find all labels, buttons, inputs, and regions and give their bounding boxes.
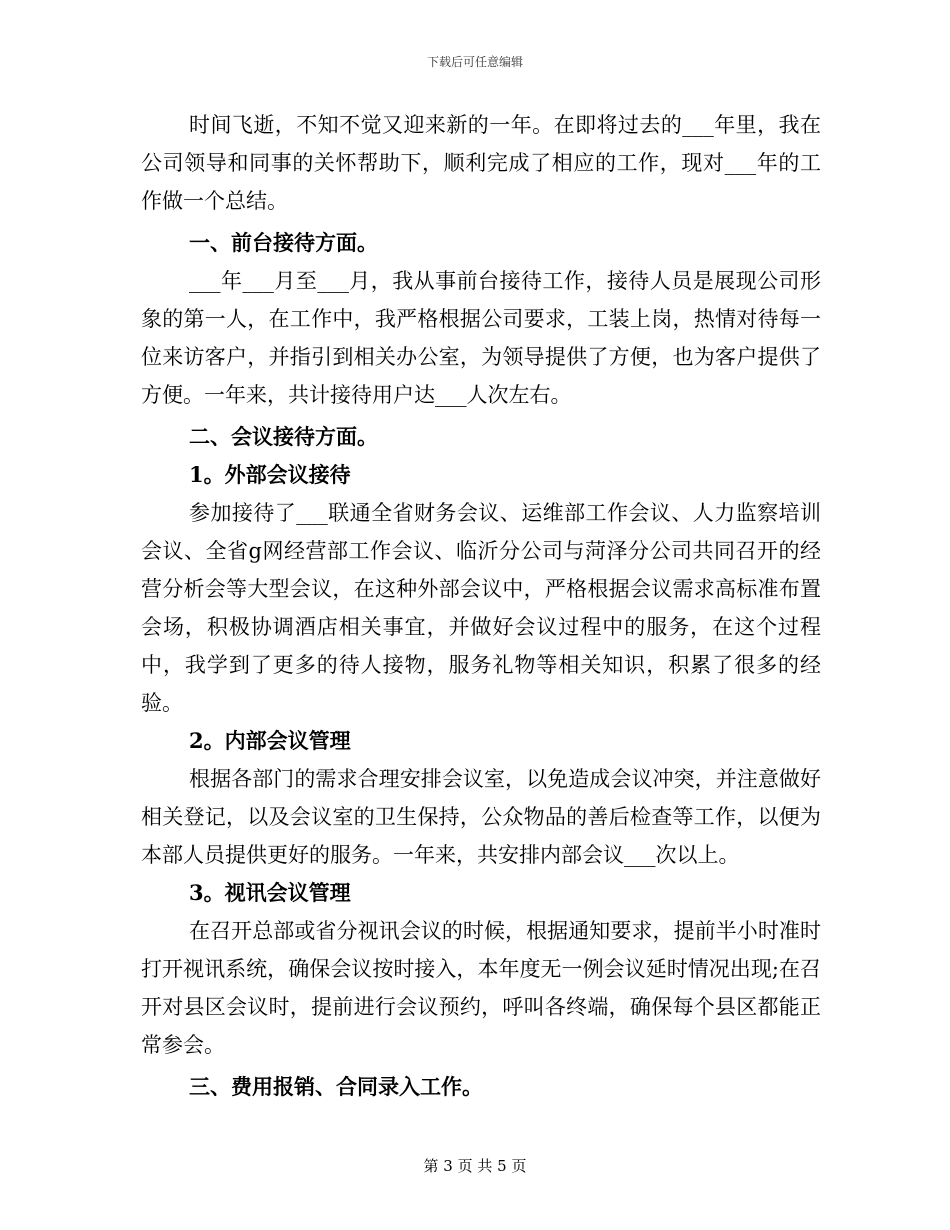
page-number: 第 3 页 共 5 页	[423, 1157, 527, 1175]
subheading-video-meetings: 3。视讯会议管理	[189, 880, 351, 905]
page-header: 下载后可任意编辑	[426, 55, 523, 69]
external-meetings-paragraph: 参加接待了___联通全省财务会议、运维部工作会议、人力监察培训会议、全省g网经营部工作会议、临沂分公司与菏泽分公司共同召开的经营分析会等大型会议，在这种外部会议中，严格根据会议需求高标准布置会场，积极协调酒店相关事宜，并做好会议过程中的服务，在这个过程中，我学到了更多的待人接物，服务礼物等相关知识，积累了很多的经验。	[141, 501, 821, 715]
internal-meetings-paragraph: 根据各部门的需求合理安排会议室，以免造成会议冲突，并注意做好相关登记，以及会议室的卫生保持，公众物品的善后检查等工作，以便为本部人员提供更好的服务。一年来，共安排内部会议___次以上。	[141, 767, 821, 867]
video-meetings-paragraph: 在召开总部或省分视讯会议的时候，根据通知要求，提前半小时准时打开视讯系统，确保会议按时接入，本年度无一例会议延时情况出现;在召开对县区会议时，提前进行会议预约，呼叫各终端，确保每个县区都能正常参会。	[141, 919, 821, 1057]
subheading-internal-meetings: 2。内部会议管理	[189, 728, 351, 753]
section-heading-expenses: 三、费用报销、合同录入工作。	[189, 1074, 483, 1099]
subheading-external-meetings: 1。外部会议接待	[189, 462, 351, 487]
document-body	[141, 106, 821, 1106]
reception-paragraph: ___年___月至___月，我从事前台接待工作，接待人员是展现公司形象的第一人，在工作中，我严格根据公司要求，工装上岗，热情对待每一位来访客户，并指引到相关办公室，为领导提供了方便，也为客户提供了方便。一年来，共计接待用户达___人次左右。	[141, 269, 821, 407]
section-heading-meetings: 二、会议接待方面。	[189, 424, 378, 449]
section-heading-reception: 一、前台接待方面。	[189, 230, 378, 255]
intro-paragraph: 时间飞逝，不知不觉又迎来新的一年。在即将过去的___年里，我在公司领导和同事的关怀帮助下，顺利完成了相应的工作，现对___年的工作做一个总结。	[141, 113, 821, 213]
